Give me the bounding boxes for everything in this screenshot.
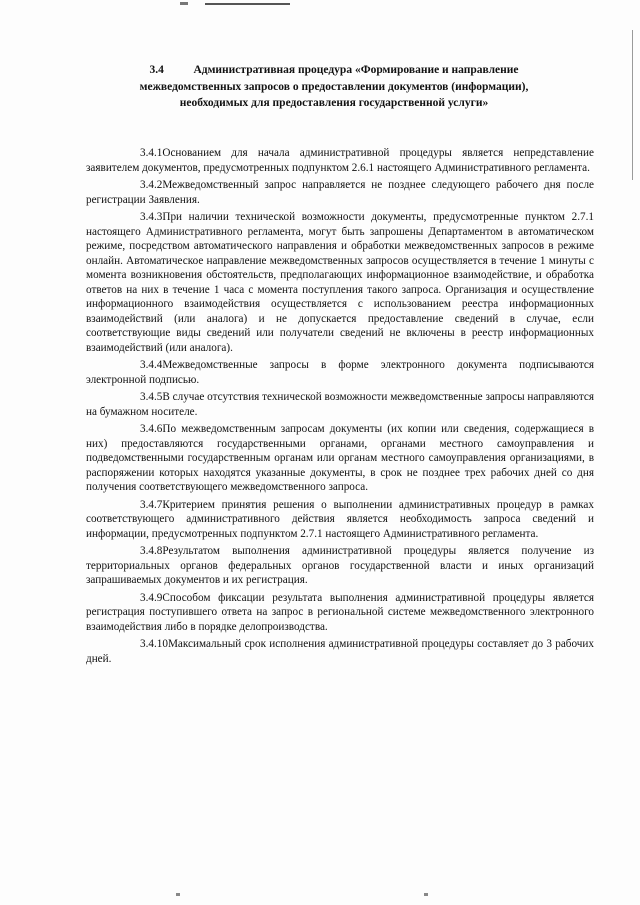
paragraph-3-4-7 bbox=[86, 498, 594, 542]
heading-line-2: межведомственных запросов о предоставлении документов (информации), bbox=[139, 80, 529, 93]
paragraph-number: 3.4.6 bbox=[140, 423, 163, 435]
paragraph-text: Максимальный срок исполнения административной процедуры составляет до 3 рабочих дней. bbox=[86, 638, 594, 665]
paragraph-number: 3.4.3 bbox=[140, 211, 163, 223]
paragraph-text: Межведомственный запрос направляется не позднее следующего рабочего дня после регистрации Заявления. bbox=[86, 179, 594, 206]
paragraph-number: 3.4.9 bbox=[140, 591, 163, 604]
paragraph-number: 3.4.7 bbox=[140, 498, 163, 511]
paragraph-text: Критерием принятия решения о выполнении административных процедур в рамках соответствующего административного действия является необходимость запроса сведений и информации, предусмотренных подпунктом 2.7.1 настоящего Административного регламента. bbox=[86, 498, 594, 540]
paragraph-number: 3.4.5 bbox=[140, 391, 163, 403]
heading-line-1 bbox=[106, 62, 562, 79]
heading-text-1: Административная процедура «Формирование и направление bbox=[193, 64, 519, 76]
paragraph-text: Межведомственные запросы в форме электронного документа подписываются электронной подписью. bbox=[86, 359, 594, 386]
scan-artifact bbox=[180, 2, 188, 5]
paragraph-number: 3.4.4 bbox=[140, 359, 163, 371]
section-heading bbox=[106, 62, 562, 112]
scan-artifact bbox=[424, 893, 428, 896]
paragraph-3-4-9 bbox=[86, 591, 594, 635]
paragraph-3-4-3 bbox=[86, 210, 594, 355]
heading-number: 3.4 bbox=[149, 64, 164, 76]
paragraph-3-4-10 bbox=[86, 637, 594, 666]
paragraph-text: Основанием для начала административной процедуры является непредставление заявителем документов, предусмотренных подпунктом 2.6.1 настоящего Административного регламента. bbox=[86, 147, 594, 174]
scan-edge-line bbox=[632, 30, 633, 180]
paragraph-3-4-1 bbox=[86, 146, 594, 175]
paragraph-3-4-6 bbox=[86, 422, 594, 495]
scan-artifact bbox=[205, 3, 290, 5]
paragraph-number: 3.4.2 bbox=[140, 179, 163, 191]
paragraph-3-4-8 bbox=[86, 544, 594, 588]
paragraph-text: По межведомственным запросам документы (их копии или сведения, содержащиеся в них) предоставляются государственными органами, органами местного самоуправления и подведомственными государственным органам или органам местного самоуправления организациями, в распоряжении которых находятся указанные документы, в срок не позднее трех рабочих дней со дня получения соответствующего межведомственного запроса. bbox=[86, 423, 594, 493]
paragraph-text: Результатом выполнения административной процедуры является получение из территориальных органов федеральных органов государственной власти и иных организаций запрашиваемых документов и их регистрация. bbox=[86, 545, 594, 586]
paragraph-text: В случае отсутствия технической возможности межведомственные запросы направляются на бумажном носителе. bbox=[86, 391, 594, 418]
heading-line-3: необходимых для предоставления государственной услуги» bbox=[179, 97, 489, 109]
paragraph-3-4-2 bbox=[86, 178, 594, 207]
scan-artifact bbox=[176, 893, 180, 896]
paragraph-3-4-4 bbox=[86, 358, 594, 387]
paragraph-number: 3.4.8 bbox=[140, 545, 163, 557]
paragraph-3-4-5 bbox=[86, 390, 594, 419]
paragraph-number: 3.4.1 bbox=[140, 147, 163, 159]
paragraph-number: 3.4.10 bbox=[140, 638, 168, 650]
document-body bbox=[86, 146, 594, 669]
paragraph-text: Способом фиксации результата выполнения административной процедуры является регистрация поступившего ответа на запрос в региональной системе межведомственного электронного взаимодействия либо в порядке делопроизводства. bbox=[86, 591, 594, 633]
paragraph-text: При наличии технической возможности документы, предусмотренные пунктом 2.7.1 настоящего Административного регламента, могут быть запрошены Департаментом в автоматическом режиме, посредством автоматического направления и обработки межведомственных запросов в режиме онлайн. Автоматическое направление межведомственных запросов осуществляется в течение 1 минуты с момента возникновения обстоятельств, предполагающих информационное взаимодействие, и обработка ответов на них в течение 1 часа с момента поступления такого запроса. Организация и осуществление информационного взаимодействия осуществляется с использованием реестра информационных взаимодействий (или аналога) и не допускается предоставление сведений в случае, если соответствующие виды сведений или получатели сведений не включены в реестр информационных взаимодействий (или аналога). bbox=[86, 211, 594, 354]
